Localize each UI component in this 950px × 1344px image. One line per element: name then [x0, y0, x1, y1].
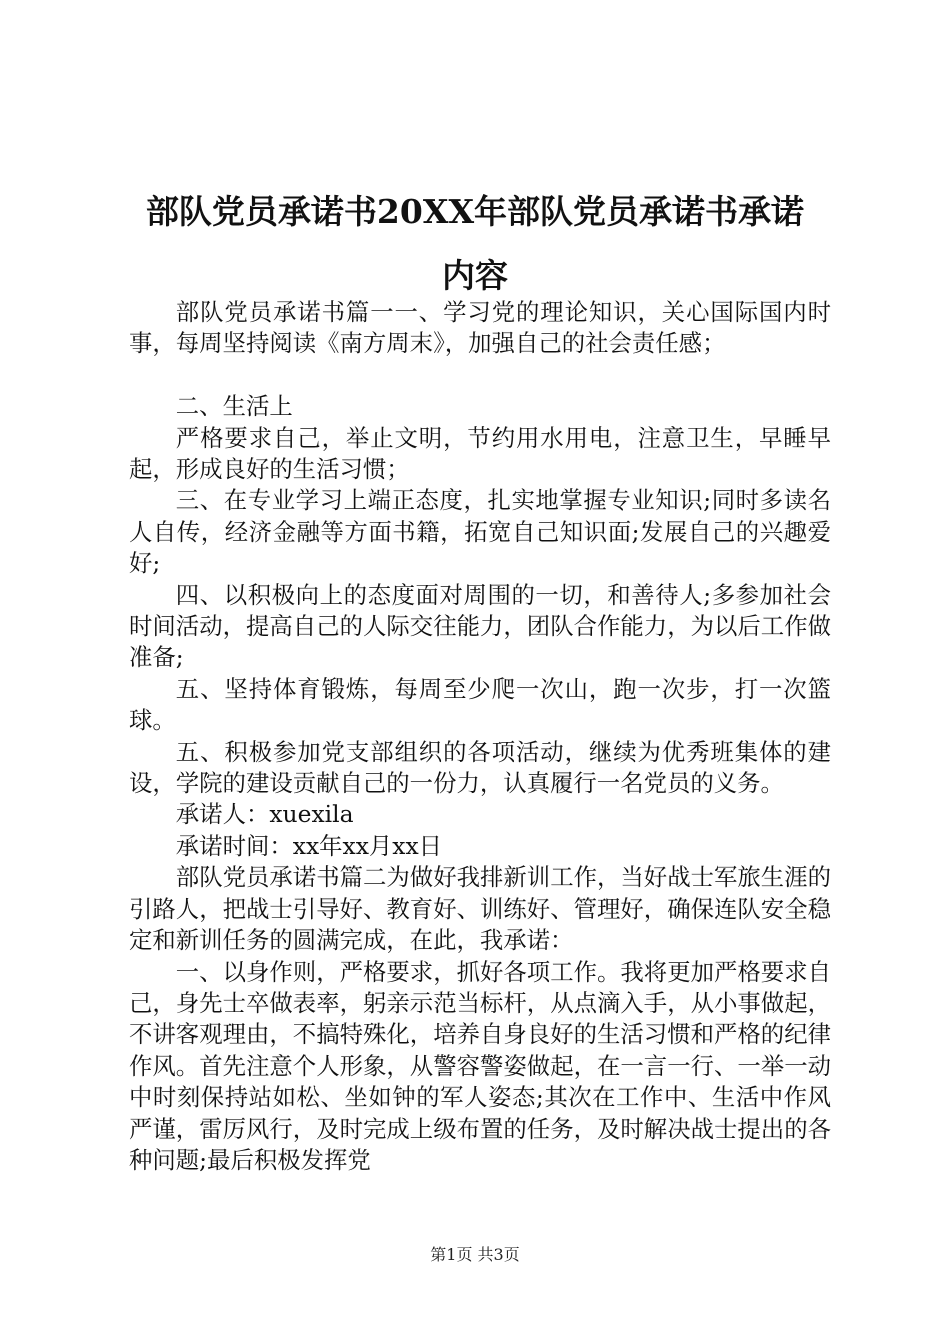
- pledge-date-line: 承诺时间：xx年xx月xx日: [175, 831, 443, 860]
- paragraph-11: 一、以身作则，严格要求，抓好各项工作。我将更加严格要求自己，身先士卒做表率，躬亲示范当标杆，从点滴入手，从小事做起，不讲客观理由，不搞特殊化，培养自身良好的生活习惯和严格的纪律作风。首先注意个人形象，从警容警姿做起，在一言一行、一举一动中时刻保持站如松、坐如钟的军人姿态;其次在工作中、生活中作风严谨，雷厉风行，及时完成上级布置的任务，及时解决战士提出的各种问题;最后积极发挥党: [129, 957, 831, 1174]
- paragraph-2: 二、生活上: [175, 392, 293, 421]
- paragraph-3: 严格要求自己，举止文明，节约用水用电，注意卫生，早睡早起，形成良好的生活习惯；: [129, 423, 831, 484]
- paragraph-10: 部队党员承诺书篇二为做好我排新训工作，当好战士军旅生涯的引路人，把战士引导好、教育好、训练好、管理好，确保连队安全稳定和新训任务的圆满完成，在此，我承诺：: [129, 863, 831, 955]
- paragraph-5: 四、以积极向上的态度面对周围的一切，和善待人;多参加社会时间活动，提高自己的人际交往能力，团队合作能力，为以后工作做准备;: [129, 580, 831, 672]
- paragraph-1: 部队党员承诺书篇一一、学习党的理论知识，关心国际国内时事，每周坚持阅读《南方周末》，加强自己的社会责任感；: [129, 298, 831, 358]
- paragraph-6: 五、坚持体育锻炼，每周至少爬一次山，跑一次步，打一次篮球。: [129, 674, 831, 735]
- page-footer: 第1页 共3页: [430, 1245, 520, 1264]
- title-line-1: 部队党员承诺书20XX年部队党员承诺书承诺: [145, 192, 805, 231]
- document-title: [120, 180, 830, 308]
- title-line-2: 内容: [442, 256, 508, 295]
- document-body: [129, 297, 831, 1176]
- paragraph-7: 五、积极参加党支部组织的各项活动，继续为优秀班集体的建设，学院的建设贡献自己的一份力，认真履行一名党员的义务。: [129, 737, 831, 798]
- paragraph-4: 三、在专业学习上端正态度，扎实地掌握专业知识;同时多读名人自传，经济金融等方面书籍，拓宽自己知识面;发展自己的兴趣爱好;: [129, 486, 831, 578]
- pledger-line: 承诺人：xuexila: [175, 800, 354, 829]
